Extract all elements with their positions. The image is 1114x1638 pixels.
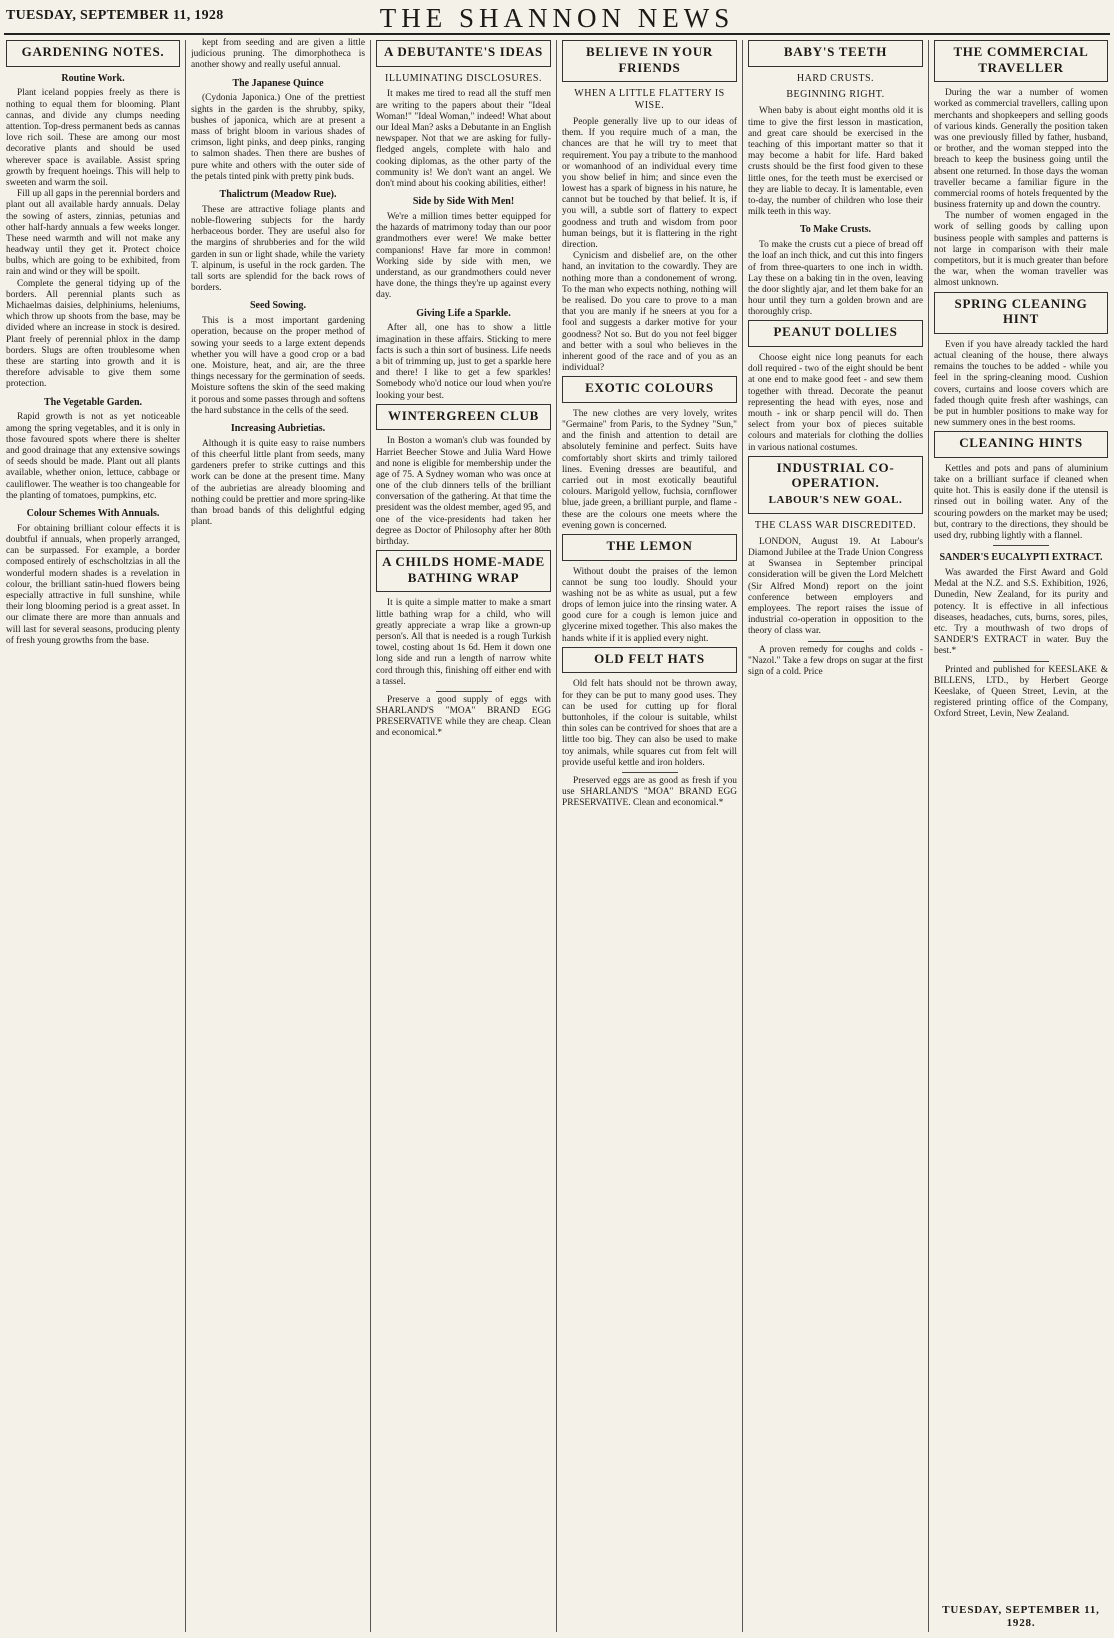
article-paragraph: After all, one has to show a little imagination in these affairs. Sticking to mere facts is such a thin sort of business. Life needs a bit of trimming up, just to get a sparkle here and there! I like to get a few sparkles! Somebody who'd notice our loud when you're looking your best.	[376, 323, 551, 401]
article-heading: CLEANING HINTS	[959, 435, 1083, 451]
column-rule	[556, 40, 557, 1632]
article-paragraph: Fill up all gaps in the perennial borders and plant out all available hardy annuals. Delay the sowing of asters, zinnias, petunias and other half-hardy annuals a few weeks longer. These need warmth and will not make any headway until they get it. Protect choice bulbs, which are going to be exhibited, from rain and wind or they will be spoilt.	[6, 189, 180, 278]
article-paragraph: (Cydonia Japonica.) One of the prettiest sights in the garden is the shrubby, spiky, bushes of japonica, which are at present a mass of bright bloom in various shades of crimson, light pinks, and deep pinks, ranging to salmon shades. Then there are bushes of pure white and others with the outer side of the petals tinted pink with pretty pink buds.	[191, 93, 365, 182]
article-heading: BELIEVE IN YOUR FRIENDS	[585, 44, 714, 75]
heading-box	[934, 431, 1108, 458]
divider	[622, 772, 678, 773]
article-paragraph: We're a million times better equipped for the hazards of matrimony today than our poor grandmothers ever were! We make better companions! Have far more in common! Working side by side with men, we understand, as our grandmothers could never have done, the things they're up against every day.	[376, 212, 551, 301]
article-subheading: ILLUMINATING DISCLOSURES.	[385, 72, 542, 84]
divider	[993, 545, 1049, 546]
article-paragraph: When baby is about eight months old it is time to give the first lesson in mastication, and great care should be exercised in the teaching of this important matter so that it may become a habit for life. Hard baked crusts should be the first food given to these little ones, for the teeth must be exercised or they are liable to decay. It is lamentable, even to-day, the number of children who lose their milk teeth in this way.	[748, 106, 923, 218]
article-paragraph: The number of women engaged in the work of selling goods by calling upon business people with samples and patterns is not large in comparison with their male competitors, but it is much greater than before the war, when the woman traveller was almost unknown.	[934, 211, 1108, 289]
subheading: Routine Work.	[61, 72, 125, 84]
heading-box	[748, 320, 923, 347]
column-debutante	[376, 38, 551, 1634]
article-heading: A CHILDS HOME-MADE BATHING WRAP	[382, 554, 545, 585]
article-paragraph: It makes me tired to read all the stuff men are writing to the papers about their "Ideal Woman!" "Ideal Woman," indeed! What about our Ideal Man? asks a Debutante in an English newspaper. Not that we are asking for fully-fledged angels, complete with halo and cooking diplomas, as the other party of the community is! We don't want an angel. We don't mind about his cooking abilities, either!	[376, 89, 551, 189]
article-heading: PEANUT DOLLIES	[773, 324, 898, 340]
column-gardening-continued	[191, 38, 365, 1634]
advert-paragraph: Was awarded the First Award and Gold Medal at the N.Z. and S.S. Exhibition, 1926, Dunedin, New Zealand, for its purity and potency. It is effective in all infectious diseases, headaches, cuts, burns, sores, piles, etc. Try a mouthwash of two drops of SANDER'S EXTRACT in water. Buy the best.*	[934, 568, 1108, 657]
article-subheading: BEGINNING RIGHT.	[786, 89, 885, 101]
divider	[808, 641, 864, 642]
divider	[993, 661, 1049, 662]
column-friends	[562, 38, 737, 1634]
article-heading: BABY'S TEETH	[783, 44, 888, 59]
article-paragraph: Choose eight nice long peanuts for each doll required - two of the eight should be bent at one end to make good feet - and sew them together with thread. Decorate the peanut representing the head with eyes, nose and mouth - ink or sharp pencil will do. Then select from your box of pieces suitable colours and materials for clothing the dollies in various national costumes.	[748, 353, 923, 453]
heading-box	[6, 40, 180, 67]
subheading: Seed Sowing.	[249, 300, 307, 312]
column-rule	[185, 40, 186, 1632]
article-paragraph: These are attractive foliage plants and noble-flowering subjects for the hardy herbaceous border. They are useful also for the margins of shrubberies and for the wild garden in sun or light shade, while the variety T. alpinum, is useful in the rock garden. The tall sorts are splendid for the back rows of borders.	[191, 204, 365, 294]
article-heading: EXOTIC COLOURS	[585, 380, 714, 396]
heading-box	[934, 292, 1108, 334]
article-paragraph: Cynicism and disbelief are, on the other hand, an invitation to the cowardly. They are nothing more than a condonement of wrong. To the man who expects nothing, nothing will be realised. Do you care to prove to a man that you are manly if he sneers at you for a fool and suggests a darker motive for your goodness? Not so. But do you not feel bigger and better with a soul who believes in the inherent good of the race and of you as an individual?	[562, 251, 737, 374]
article-paragraph: Although it is quite easy to raise numbers of this cheerful little plant from seeds, many gardeners prefer to strike cuttings and this work can be done at the present time. Many of the aubrietias are already blooming and nothing could be prettier and more spring-like than broad bands of this delightful edging plant.	[191, 438, 365, 528]
article-subheading: LABOUR'S NEW GOAL.	[768, 493, 903, 506]
subheading: The Japanese Quince	[232, 77, 324, 89]
article-paragraph: The new clothes are very lovely, writes "Germaine" from Paris, to the Sydney "Sun," and the finish and attention to detail are absolutely feminine and perfect. Suits have comfortably short skirts and trimly tailored lines. Evening dresses are beautiful, and carried out in most exotically beautiful colours. Marigold yellow, fuchsia, cornflower blue, jade green, a brilliant purple, and flame - these are the colours one meets where the evening gown is concerned.	[562, 408, 737, 531]
subheading: Increasing Aubrietias.	[230, 422, 326, 434]
subheading: To Make Crusts.	[799, 224, 872, 236]
advert-heading: SANDER'S EUCALYPTI EXTRACT.	[939, 552, 1103, 564]
article-heading: A DEBUTANTE'S IDEAS	[384, 44, 543, 59]
article-heading: GARDENING NOTES.	[21, 44, 165, 59]
heading-box	[934, 40, 1108, 82]
article-paragraph: It is quite a simple matter to make a smart little bathing wrap for a child, who will greatly appreciate a wrap like a grown-up person's. All that is needed is a rough Turkish towel, costing about 1s 6d. Hem it down one long side and run a length of narrow white cord through this, finishing off either end with a tassel.	[376, 598, 551, 687]
article-paragraph: Plant iceland poppies freely as there is nothing to equal them for blooming. Plant cannas, and divide any clumps needing attention. Top-dress permanent beds as cannas love rich soil. These are among our most decorative plants and should be used wherever space is available. Assist spring growth by frequent hoeings. This will help to sweeten and warm the soil.	[6, 88, 180, 188]
article-paragraph: kept from seeding and are given a little judicious pruning. The dimorphotheca is another showy and really useful annual.	[191, 38, 365, 71]
subheading: Giving Life a Sparkle.	[416, 307, 511, 319]
article-paragraph: Without doubt the praises of the lemon cannot be sung too loudly. Should your washing not be as white as usual, put a few drops of lemon juice into the rinsing water. A good cure for a cough is lemon juice and glycerine mixed together. This also makes the hands white if it is applied every night.	[562, 566, 737, 644]
divider	[436, 691, 492, 692]
subheading: Colour Schemes With Annuals.	[26, 507, 160, 519]
article-paragraph: During the war a number of women worked as commercial travellers, calling upon merchants and shopkeepers and selling goods of various kinds. Generally the position taken was one previously filled by father, husband, or brother, and the woman stepped into the breach to keep the business going until the absent one returned. In those days the woman traveller became a familiar figure in the commercial rooms of hotels frequented by the business fraternity up and down the country.	[934, 88, 1108, 211]
subheading: Thalictrum (Meadow Rue).	[219, 188, 337, 200]
article-paragraph: Rapid growth is not as yet noticeable among the spring vegetables, and it is only in those favoured spots where there is shelter and good drainage that any extensive sowings of seeds should be made. Plant out all plants available, whether onion, lettuce, cabbage or cauliflower. The weather is too changeable for the planting of tomatoes, pumpkins, etc.	[6, 412, 180, 501]
subheading: Side by Side With Men!	[412, 196, 515, 208]
heading-box	[562, 40, 737, 82]
article-heading: THE LEMON	[606, 537, 693, 553]
article-subheading: THE CLASS WAR DISCREDITED.	[754, 520, 917, 531]
heading-box	[562, 534, 737, 561]
column-gardening	[6, 38, 180, 1634]
masthead-date: TUESDAY, SEPTEMBER 11, 1928	[6, 8, 224, 23]
imprint: Printed and published for KEESLAKE & BILLENS, LTD., by Herbert George Keeslake, of Queen Street, Levin, at the registered printing office of the Company, Oxford Street, Levin, New Zealand.	[934, 664, 1108, 720]
column-rule	[928, 40, 929, 1632]
heading-box	[748, 456, 923, 514]
article-paragraph: In Boston a woman's club was founded by Harriet Beecher Stowe and Julia Ward Howe and none is eligible for membership under the age of 75. A Sydney woman who was once at one of the club dinners tells of the brilliant conversation of the gathering. At that time the president was the oldest member, aged 95, and one of the vice-presidents had taken her degree as Doctor of Philosophy after her 80th birthday.	[376, 436, 551, 548]
masthead	[0, 0, 1114, 33]
article-paragraph: LONDON, August 19. At Labour's Diamond Jubilee at the Trade Union Congress at Swansea in September principal consideration will be given the Lord Melchett (Sir Alfred Mond) report on the joint conference between employers and employees. The report raises the issue of industrial co-operation in opposition to the theory of class war.	[748, 536, 923, 637]
article-paragraph: To make the crusts cut a piece of bread off the loaf an inch thick, and cut this into fingers of from three-quarters to one inch in width. Lay these on a baking tin in the oven, leaving the door slightly ajar, and let them bake for an hour until they turn a golden brown and are thoroughly crisp.	[748, 240, 923, 318]
column-rule	[370, 40, 371, 1632]
column-babys-teeth	[748, 38, 923, 1634]
newspaper-title: THE SHANNON NEWS	[379, 3, 735, 33]
heading-box	[376, 404, 551, 431]
subheading: The Vegetable Garden.	[43, 396, 143, 408]
article-heading: SPRING CLEANING HINT	[954, 295, 1088, 327]
heading-box	[376, 40, 551, 67]
article-paragraph: Old felt hats should not be thrown away, for they can be put to many good uses. They can be used for cutting up for floral buttonholes, if the colour is suitable, whilst thin soles can be contrived for shoes that are a little too big. They can also be used to make toy animals, while squares cut from felt will provide useful kettle and iron holders.	[562, 679, 737, 768]
column-commercial	[934, 38, 1108, 1634]
advert-footer: A proven remedy for coughs and colds - "Nazol." Take a few drops on sugar at the first sign of a cold. Price	[748, 644, 923, 677]
article-paragraph: For obtaining brilliant colour effects it is doubtful if annuals, when properly arranged, can be surpassed. For example, a border composed entirely of eschscholtzias in all the wonderful modern shades is a revelation in colour, the brilliant satin-hued flowers being especially attractive in full sunshine, while their long blooming period is a great asset. In our climate there are more than annuals and will last for several seasons, producing plenty of fresh young growths from the base.	[6, 523, 180, 646]
masthead-rule	[4, 33, 1110, 35]
article-subheading: HARD CRUSTS.	[796, 72, 875, 84]
heading-box	[562, 647, 737, 674]
article-paragraph: Kettles and pots and pans of aluminium take on a brilliant surface if cleaned when quite hot. This is easily done if the utensil is rinsed out in boiling water. Any of the scouring powders on the market may be used; but, contrary to the directions, they should be used dry, rubbing lightly with a flannel.	[934, 463, 1108, 541]
article-heading: WINTERGREEN CLUB	[388, 407, 539, 423]
advert-footer: Preserved eggs are as good as fresh if you use SHARLAND'S "MOA" BRAND EGG PRESERVATIVE. Clean and economical.*	[562, 775, 737, 809]
article-subheading: WHEN A LITTLE FLATTERY IS WISE.	[574, 88, 725, 112]
article-paragraph: People generally live up to our ideas of them. If you require much of a man, the chances are that he will try to meet that requirement. You pay a tribute to the manhood or womanhood of an individual every time you show belief in him; and since even the lowest has a spark of bigness in his nature, he cannot but be touched by that belief. It is, if you will, a subtle sort of flattery to expect goodness and truth and wisdom from poor human beings, but it is flattering in the right direction.	[562, 116, 737, 251]
footer-date: TUESDAY, SEPTEMBER 11, 1928.	[942, 1603, 1100, 1629]
article-paragraph: Complete the general tidying up of the borders. All perennial plants such as Michaelmas daisies, delphiniums, heleniums, which throw up shoots from the base, may be divided where an increase in stock is desired. Plant freely of perennial phlox in the damp borders. Slugs are often troublesome when these are starting into growth and it is therefore advisable to give them some protection.	[6, 278, 180, 390]
article-paragraph: Even if you have already tackled the hard actual cleaning of the house, there always remains the touches to be added - while you feel in the spring-cleaning mood. Cushion covers, curtains and loose covers which are faded though quite fresh after washings, can be put in humbler positions to make way for new summery ones in the best rooms.	[934, 339, 1108, 429]
heading-box	[748, 40, 923, 67]
article-heading: INDUSTRIAL CO-OPERATION.	[776, 459, 895, 491]
article-heading: OLD FELT HATS	[594, 650, 705, 666]
advert-footer: Preserve a good supply of eggs with SHARLAND'S "MOA" BRAND EGG PRESERVATIVE while they are cheap. Clean and economical.*	[376, 694, 551, 739]
heading-box	[376, 550, 551, 592]
article-paragraph: This is a most important gardening operation, because on the proper method of sowing your seeds to a large extent depends whether you will have a good crop or a bad one. Moisture, heat, and air, are the three things necessary for the germination of seeds. Moisture softens the skin of the seed making it porous and some passes through and softens the hard substance in the cells of the seed.	[191, 316, 365, 416]
column-rule	[742, 40, 743, 1632]
article-heading: THE COMMERCIAL TRAVELLER	[953, 44, 1089, 75]
heading-box	[562, 376, 737, 403]
